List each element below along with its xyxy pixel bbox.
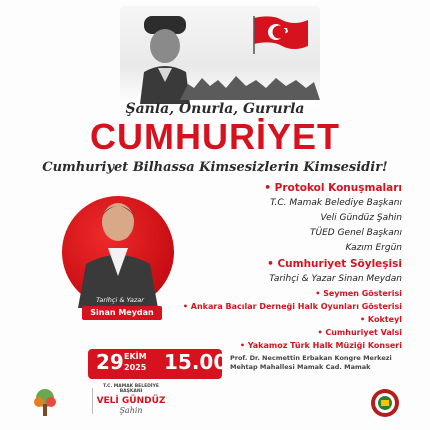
mayor-signature: Şahin — [119, 406, 143, 415]
speaker-name: Sinan Meydan — [90, 308, 154, 317]
program-line-9: • Ankara Bacılar Derneği Halk Oyunları Gösterisi — [182, 302, 402, 311]
program-line-8: • Seymen Gösterisi — [315, 289, 402, 298]
mayor-name: VELİ GÜNDÜZ — [96, 396, 166, 406]
program-line-6: • Cumhuriyet Söyleşisi — [267, 258, 402, 270]
slogan: Şanla, Onurla, Gururla — [125, 101, 305, 117]
speaker-role: Tarihçi & Yazar — [96, 296, 144, 304]
event-year: 2025 — [124, 363, 147, 372]
program-line-1: • Protokol Konuşmaları — [264, 182, 402, 194]
poster-subtitle: Cumhuriyet Bilhassa Kimsesizlerin Kimsesidir! — [42, 160, 388, 175]
program-line-11: • Cumhuriyet Valsi — [317, 328, 402, 337]
historical-hero-image — [120, 6, 320, 106]
mayor-title: T.C. MAMAK BELEDİYE BAŞKANI — [103, 384, 159, 394]
event-venue — [230, 354, 392, 372]
program-list — [152, 180, 402, 352]
program-line-7: Tarihçi & Yazar Sinan Meydan — [269, 274, 402, 284]
event-day: 29 — [96, 350, 124, 374]
turkish-flag-illustration — [252, 14, 310, 54]
program-line-12: • Yakamoz Türk Halk Müziği Konseri — [239, 341, 402, 350]
venue-line-1: Prof. Dr. Necmettin Erbakan Kongre Merkezi — [230, 354, 392, 362]
mayor-signature-block — [96, 384, 166, 415]
program-line-5: Kazım Ergün — [345, 243, 402, 253]
crowd-illustration — [180, 66, 320, 100]
program-line-3: Veli Gündüz Şahin — [320, 213, 402, 223]
organization-seal-logo — [370, 388, 400, 418]
event-time: 15.00 — [164, 350, 228, 374]
program-line-4: TÜED Genel Başkanı — [310, 228, 402, 238]
mamak-belediyesi-logo — [30, 386, 60, 420]
footer-divider — [92, 388, 93, 414]
event-month: EKİM — [124, 352, 147, 361]
venue-line-2: Mehtap Mahallesi Mamak Cad. Mamak — [230, 363, 371, 371]
poster-title: CUMHURİYET — [90, 116, 340, 157]
program-line-10: • Kokteyl — [360, 315, 402, 324]
program-line-2: T.C. Mamak Belediye Başkanı — [270, 198, 402, 208]
